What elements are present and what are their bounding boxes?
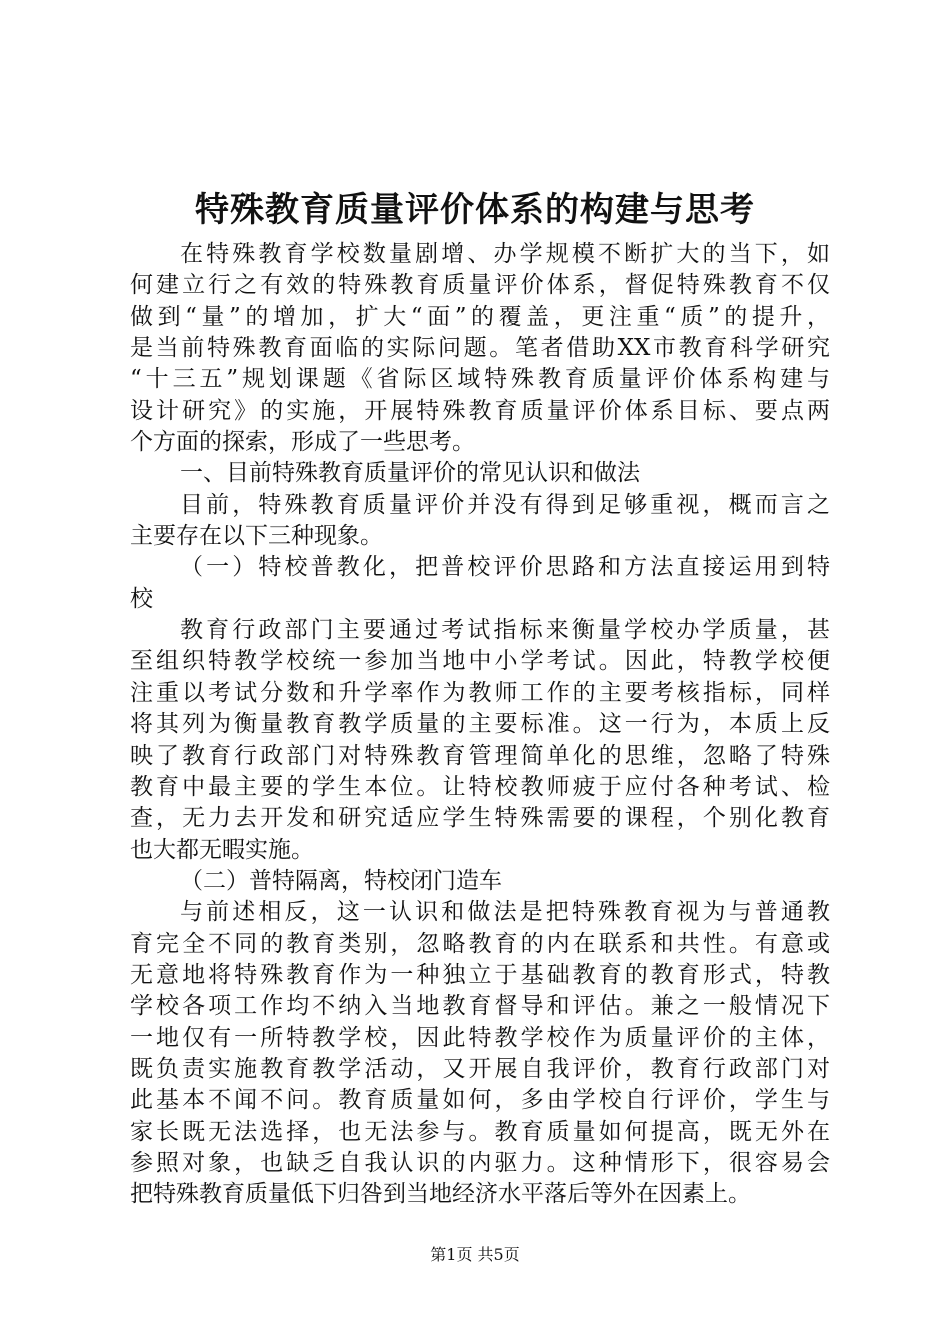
paragraph-line: 一地仅有一所特教学校，因此特教学校作为质量评价的主体， (130, 1024, 830, 1051)
page-footer: 第1页 共5页 (430, 1245, 520, 1264)
paragraph-line: 学校各项工作均不纳入当地教育督导和评估。兼之一般情况下 (130, 993, 830, 1020)
paragraph-line: 至组织特教学校统一参加当地中小学考试。因此，特教学校便 (130, 648, 830, 675)
paragraph-line: 设计研究》的实施，开展特殊教育质量评价体系目标、要点两 (130, 397, 830, 424)
subsection-heading: 校 (130, 585, 153, 612)
paragraph-line: 注重以考试分数和升学率作为教师工作的主要考核指标，同样 (130, 679, 830, 706)
document-body (130, 239, 830, 1211)
paragraph-line: 做到“量”的增加，扩大“面”的覆盖，更注重“质”的提升， (130, 303, 830, 330)
paragraph-line: 个方面的探索，形成了一些思考。 (130, 429, 475, 456)
paragraph-line: 把特殊教育质量低下归咎到当地经济水平落后等外在因素上。 (130, 1181, 751, 1208)
section-heading: 一、目前特殊教育质量评价的常见认识和做法 (180, 460, 640, 487)
paragraph-line: 何建立行之有效的特殊教育质量评价体系，督促特殊教育不仅 (130, 272, 830, 299)
paragraph-line: 是当前特殊教育面临的实际问题。笔者借助XX市教育科学研究 (130, 335, 830, 362)
paragraph-line: 既负责实施教育教学活动，又开展自我评价，教育行政部门对 (130, 1055, 830, 1082)
paragraph-line: “十三五”规划课题《省际区域特殊教育质量评价体系构建与 (130, 366, 830, 393)
paragraph-line: 与前述相反，这一认识和做法是把特殊教育视为与普通教 (180, 899, 830, 926)
paragraph-line: 教育行政部门主要通过考试指标来衡量学校办学质量，甚 (180, 617, 830, 644)
paragraph-line: 目前，特殊教育质量评价并没有得到足够重视，概而言之 (180, 491, 830, 518)
paragraph-line: 无意地将特殊教育作为一种独立于基础教育的教育形式，特教 (130, 961, 830, 988)
subsection-heading: （二）普特隔离，特校闭门造车 (180, 867, 502, 894)
paragraph-line: 此基本不闻不问。教育质量如何，多由学校自行评价，学生与 (130, 1087, 830, 1114)
paragraph-line: 映了教育行政部门对特殊教育管理简单化的思维，忽略了特殊 (130, 742, 830, 769)
paragraph-line: 查，无力去开发和研究适应学生特殊需要的课程，个别化教育 (130, 805, 830, 832)
paragraph-line: 将其列为衡量教育教学质量的主要标准。这一行为，本质上反 (130, 711, 830, 738)
paragraph-line: 在特殊教育学校数量剧增、办学规模不断扩大的当下，如 (180, 241, 830, 267)
paragraph-line: 主要存在以下三种现象。 (130, 523, 383, 550)
document-title: 特殊教育质量评价体系的构建与思考 (195, 190, 755, 230)
paragraph-line: 也大都无暇实施。 (130, 836, 314, 863)
paragraph-line: 家长既无法选择，也无法参与。教育质量如何提高，既无外在 (130, 1118, 830, 1145)
paragraph-line: 教育中最主要的学生本位。让特校教师疲于应付各种考试、检 (130, 773, 830, 800)
subsection-heading: （一）特校普教化，把普校评价思路和方法直接运用到特 (180, 554, 830, 581)
paragraph-line: 育完全不同的教育类别，忽略教育的内在联系和共性。有意或 (130, 930, 830, 957)
paragraph-line: 参照对象，也缺乏自我认识的内驱力。这种情形下，很容易会 (130, 1149, 830, 1176)
